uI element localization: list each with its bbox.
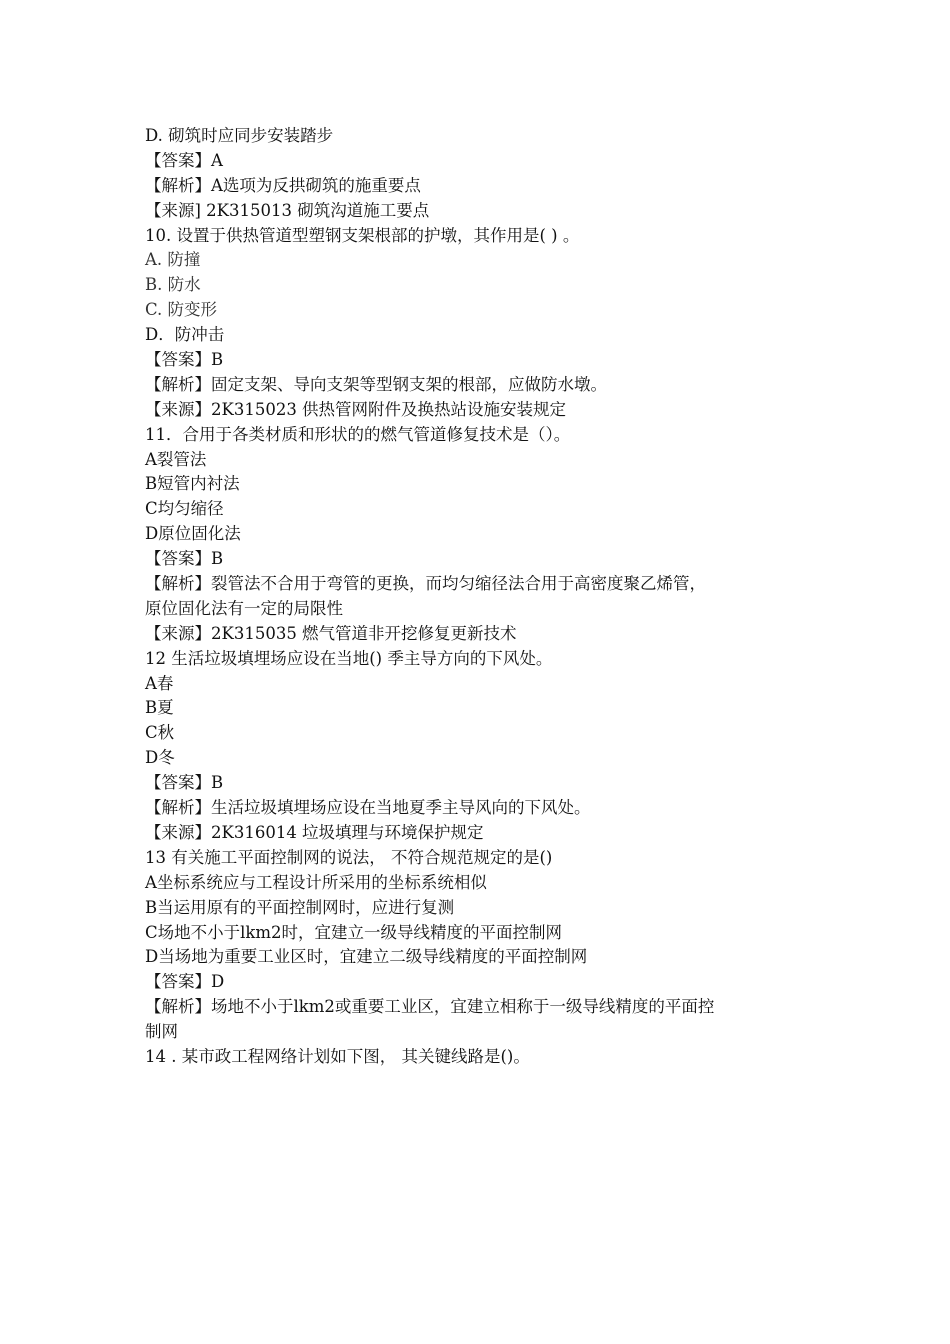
question-10-option-c: C. 防变形 [145,300,218,320]
question-10-option-d: D．防冲击 [145,325,225,345]
question-12-answer: 【答案】B [145,773,224,793]
question-11-option-a: A裂管法 [145,449,207,469]
question-10-source: 【来源】2K315023 供热管网附件及换热站设施安装规定 [145,399,567,419]
question-13-option-a: A坐标系统应与工程设计所采用的坐标系统相似 [145,872,487,892]
question-11-option-d: D原位固化法 [145,524,241,544]
answer-line: 【答案】A [145,150,223,170]
question-11-source: 【来源】2K315035 燃气管道非开挖修复更新技术 [145,623,517,643]
question-10: 10. 设置于供热管道型塑钢支架根部的护墩，其作用是( ) 。 [145,225,580,245]
question-12-analysis: 【解析】生活垃圾填埋场应设在当地夏季主导风向的下风处。 [145,798,591,818]
question-13-answer: 【答案】D [145,972,225,992]
question-11-option-c: C均匀缩径 [145,499,224,519]
question-12-option-c: C秋 [145,723,175,743]
question-10-answer: 【答案】B [145,350,224,370]
question-14: 14 . 某市政工程网络计划如下图， 其关键线路是()。 [145,1046,530,1066]
question-10-option-a: A. 防撞 [145,250,201,270]
question-13-option-c: C场地不小于lkm2时，宜建立一级导线精度的平面控制网 [145,922,563,942]
question-12-option-a: A春 [145,673,174,693]
analysis-line: 【解析】A选项为反拱砌筑的施重要点 [145,175,421,195]
question-12-source: 【来源】2K316014 垃圾填理与环境保护规定 [145,822,484,842]
source-line: 【来源] 2K315013 砌筑沟道施工要点 [145,200,430,220]
question-11-option-b: B短管内衬法 [145,474,240,494]
question-10-option-b: B. 防水 [145,275,201,295]
question-13-option-d: D当场地为重要工业区时，宜建立二级导线精度的平面控制网 [145,947,588,967]
question-13-option-b: B当运用原有的平面控制网时，应进行复测 [145,897,455,917]
question-12: 12 生活垃圾填埋场应设在当地() 季主导方向的下风处。 [145,648,553,668]
question-13: 13 有关施工平面控制网的说法， 不符合规范规定的是() [145,847,553,867]
question-12-option-b: B夏 [145,698,174,718]
question-11: 11．合用于各类材质和形状的的燃气管道修复技术是（）。 [145,424,571,444]
question-13-analysis: 【解析】场地不小于lkm2或重要工业区，宜建立相称于一级导线精度的平面控 [145,997,715,1017]
option-d-line: D. 砌筑时应同步安装踏步 [145,126,334,145]
question-10-analysis: 【解析】固定支架、导向支架等型钢支架的根部，应做防水墩。 [145,374,607,394]
question-11-analysis-cont: 原位固化法有一定的局限性 [145,598,343,618]
question-12-option-d: D冬 [145,748,175,768]
question-11-analysis: 【解析】裂管法不合用于弯管的更换，而均匀缩径法合用于高密度聚乙烯管， [145,574,706,594]
question-13-analysis-cont: 制网 [145,1022,178,1042]
document-body [145,124,825,1070]
question-11-answer: 【答案】B [145,549,224,569]
